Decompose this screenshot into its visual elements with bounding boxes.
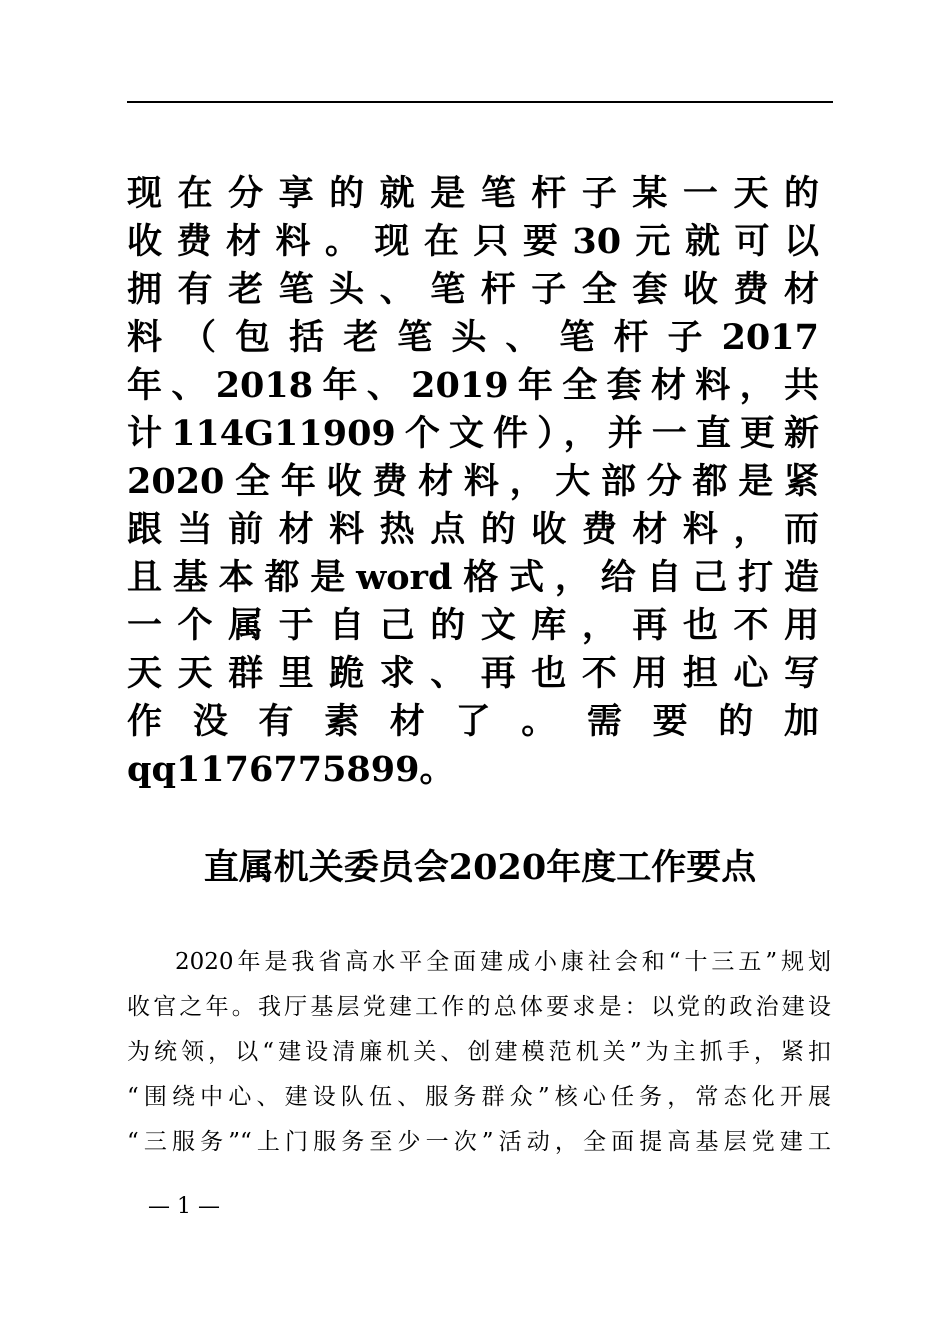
body-line: “三服务”“上门服务至少一次”活动，全面提高基层党建工	[127, 1129, 831, 1155]
page-number: — 1 —	[148, 1194, 220, 1219]
promo-line: 现在分享的就是笔杆子某一天的	[127, 173, 819, 214]
promo-line: 天天群里跪求、再也不用担心写	[127, 653, 819, 694]
promo-line: 且基本都是word格式，给自己打造	[127, 557, 819, 598]
header-rule	[127, 101, 833, 103]
body-line: 为统领，以“建设清廉机关、创建模范机关”为主抓手，紧扣	[127, 1039, 831, 1065]
promo-line: 年、2018年、2019年全套材料，共	[127, 365, 819, 406]
body-line: “围绕中心、建设队伍、服务群众”核心任务，常态化开展	[127, 1084, 831, 1110]
body-paragraph	[127, 940, 831, 1165]
body-line: 2020年是我省高水平全面建成小康社会和“十三五”规划	[175, 949, 831, 975]
body-line: 收官之年。我厅基层党建工作的总体要求是：以党的政治建设	[127, 994, 831, 1020]
promo-paragraph	[127, 170, 819, 794]
document-title: 直属机关委员会2020年度工作要点	[203, 847, 757, 888]
promo-line: 2020全年收费材料，大部分都是紧	[127, 461, 819, 502]
promo-line: 作没有素材了。需要的加	[127, 701, 819, 742]
promo-line: qq1176775899。	[127, 749, 455, 790]
promo-line: 计114G11909个文件），并一直更新	[127, 413, 819, 454]
promo-line: 一个属于自己的文库，再也不用	[127, 605, 819, 646]
promo-line: 料（包括老笔头、笔杆子2017	[127, 317, 819, 358]
promo-line: 收费材料。现在只要30元就可以	[127, 221, 819, 262]
promo-line: 拥有老笔头、笔杆子全套收费材	[127, 269, 819, 310]
promo-line: 跟当前材料热点的收费材料，而	[127, 509, 819, 550]
